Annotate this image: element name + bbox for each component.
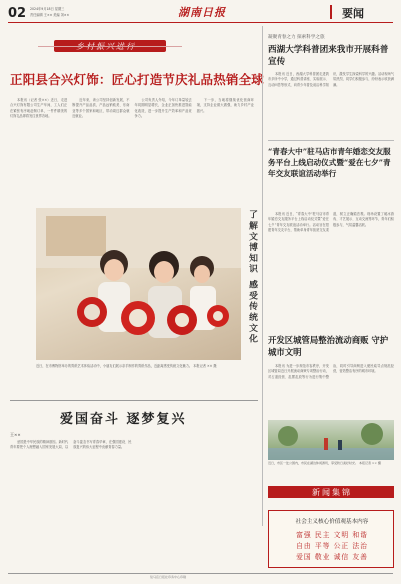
top-story-paragraph: 公司负责人介绍，今年订单量较去年同期明显增长，企业正加快推进智能化改造，进一步提升生产效率和产品竞争力。 — [134, 98, 192, 119]
editor-line: 责任编辑 王×× 美编 刘×× — [30, 13, 70, 17]
section-title: 要闻 — [342, 7, 364, 20]
top-story-paragraph: 本报讯（记者 张××）近日，走进合兴灯饰有限公司生产车间，工人们正在紧张有序地赶制订单，一件件精美的灯饰礼品即将发往世界各地。 — [10, 98, 68, 119]
news-photo-caption: 近日，市区一处公园内，市民在湖边休闲游玩，享受秋日美好时光。 本报记者 ×× 摄 — [268, 461, 381, 465]
photo-side-caption: 了解文博知识 感受传统文化 — [247, 210, 257, 345]
core-values-line: 富强 民主 文明 和谐 — [296, 531, 368, 539]
core-values-box — [268, 510, 394, 568]
header-rule — [8, 22, 393, 23]
youth-story-paragraph: 本报讯 近日，“青春大中”驻马店市青年婚恋交友服务平台上线启动仪式暨“爱在七夕”青年交友联谊活动举行。活动旨在搭建青年交友平台，帮助单身青年拓宽交友渠道，树立正确婚恋观。现场设置了破冰游戏、才艺展示、互动交流等环节，青年们积极参与，气氛温馨活跃。 — [268, 212, 394, 233]
masthead — [0, 0, 401, 24]
youth-story-body — [268, 212, 394, 308]
west-story-kicker: 凝聚青春之力 探索科学之旅 — [268, 35, 325, 40]
photo-caption: 近日，在市博物馆举办的剪纸艺术体验活动中，小朋友们展示亲手制作的剪纸作品，近距离感受传统文化魅力。 本报记者 ×× 摄 — [36, 364, 217, 368]
west-story-headline: 西湖大学科普团来我市开展科普宣传 — [268, 45, 389, 67]
top-story-paragraph: 近年来，该公司坚持创新发展，不断提升产品品质，产品远销欧美、东南亚等多个国家和地区，带动周边群众就近就业。 — [72, 98, 130, 119]
bottom-story-rule — [10, 400, 258, 401]
core-values-line: 自由 平等 公正 法治 — [296, 542, 368, 550]
core-values-title: 社会主义核心价值观基本内容 — [295, 519, 369, 525]
dev-story-body — [268, 364, 394, 416]
story-divider — [268, 140, 394, 141]
date-line: 2024年9月18日 星期三 — [30, 7, 65, 11]
feature-photo — [36, 208, 241, 360]
bottom-story-headline: 爱国奋斗 逐梦复兴 — [60, 412, 187, 427]
news-photo — [268, 420, 394, 460]
section-tab — [330, 5, 384, 19]
top-story-body — [10, 98, 254, 206]
bottom-story-paragraph: 爱国是中华民族的精神基因。新时代青年要把个人理想融入国家发展大局，以奋斗姿态书写青春华章，在强国建设、民族复兴的伟大征程中贡献青春力量。 — [10, 440, 132, 450]
core-values-line: 爱国 敬业 诚信 友善 — [296, 553, 368, 561]
youth-story-headline: “青春大中”驻马店市青年婚恋交友服务平台上线启动仪式暨“爱在七夕”青年交友联谊活动举行 — [268, 147, 391, 178]
page-number: 02 — [8, 6, 27, 21]
paper-name-logo: 湖南日报 — [178, 6, 226, 19]
news-banner — [268, 486, 394, 498]
banner-ornament — [38, 46, 182, 47]
column-divider — [262, 26, 263, 526]
bottom-story-body — [10, 440, 258, 568]
west-story-paragraph: 本报讯 近日，西湖大学科普团走进我市多所中小学，通过科普讲座、实验展示、互动问答等形式，向青少年普及前沿科学知识，激发学生探索科学的兴趣。活动现场气氛热烈，同学们积极参与，纷纷表示收获满满。 — [268, 72, 394, 87]
dev-story-headline: 开发区城管局整治流动商贩 守护城市文明 — [268, 335, 389, 357]
footer-rule — [8, 573, 393, 574]
bottom-story-author: 王×× — [10, 432, 21, 437]
park-scene-illustration — [268, 420, 394, 460]
footer-text: 驻马店日报社印务中心印刷 — [150, 575, 187, 579]
west-story-body — [268, 72, 394, 134]
top-story-paragraph: 下一步，当地将继续优化营商环境，支持企业做大做强，助力乡村产业振兴。 — [196, 98, 254, 113]
news-banner-label: 新闻集锦 — [312, 488, 352, 497]
top-story-headline: 正阳县合兴灯饰：匠心打造节庆礼品热销全球 — [10, 72, 265, 87]
dev-story-paragraph: 本报讯 为进一步规范市容秩序，开发区城管局近日开展流动商贩专项整治行动，对占道经营、乱摆乱放等行为进行集中整治，同时引导商贩进入便民疏导点规范经营，营造整洁有序的城市环境。 — [268, 364, 394, 379]
children-papercut-illustration — [36, 208, 241, 360]
